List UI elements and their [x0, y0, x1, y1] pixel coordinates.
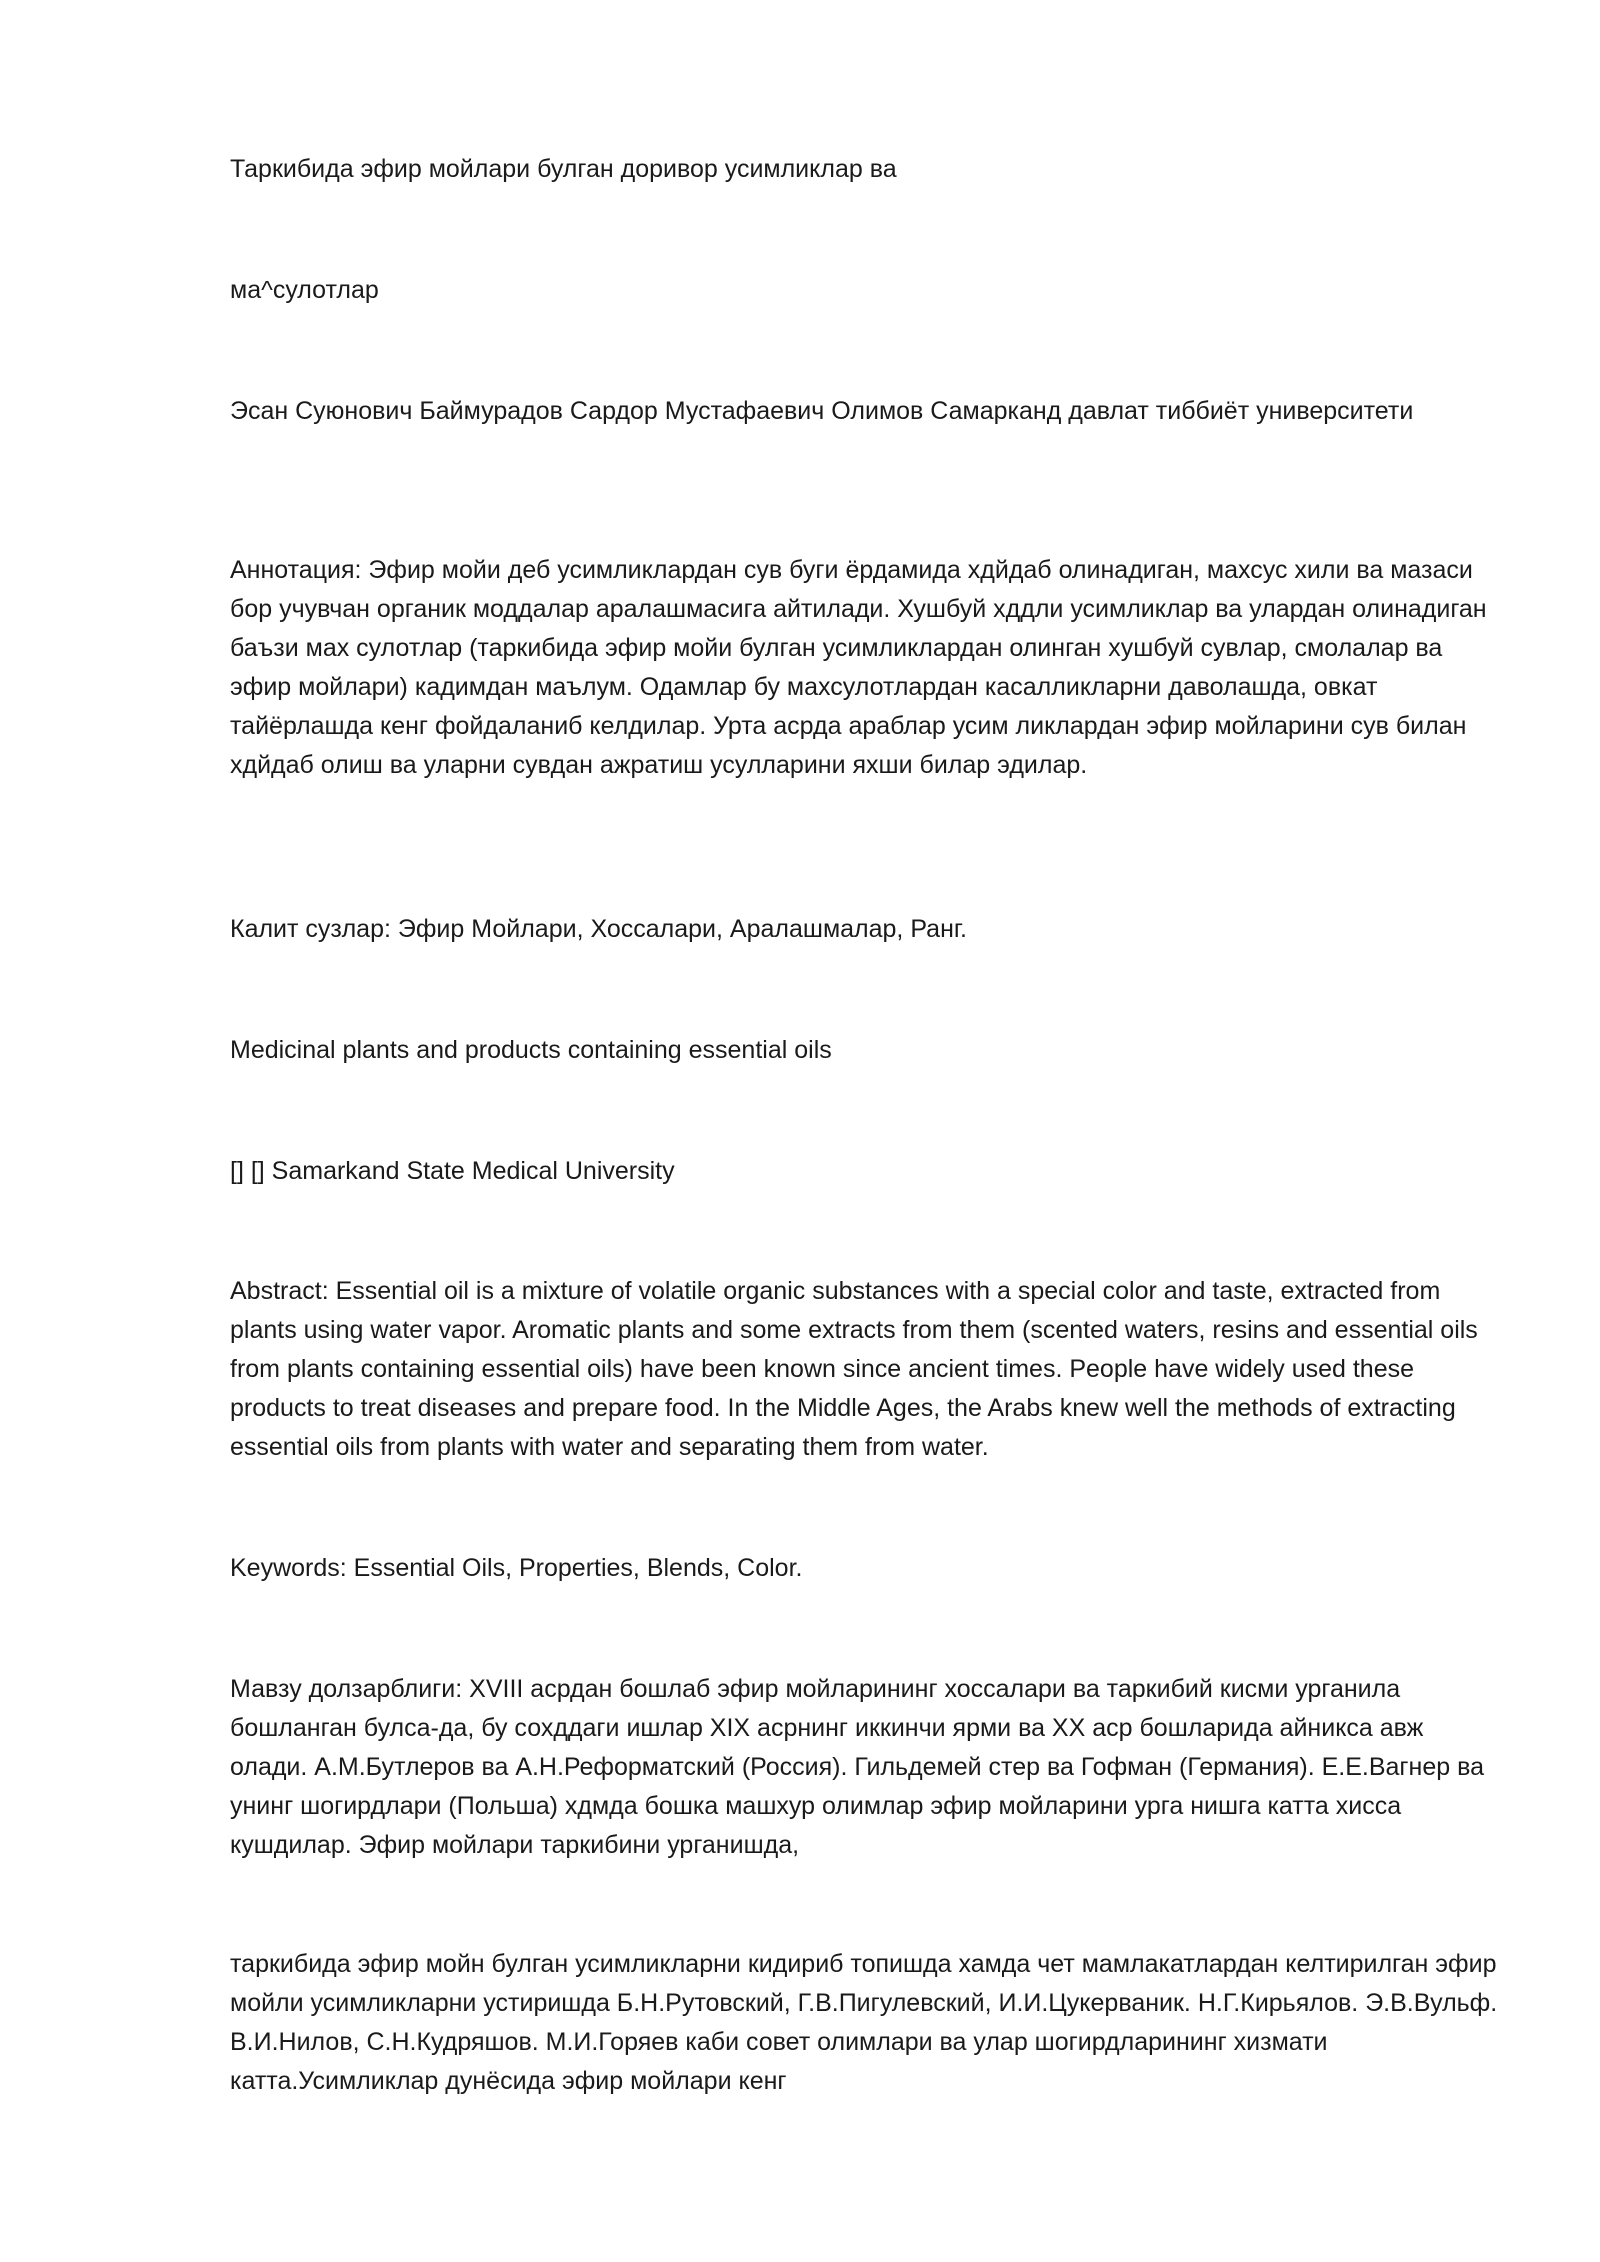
authors-uz: Эсан Суюнович Баймурадов Сардор Мустафаевич Олимов Самарканд давлат тиббиёт университети — [230, 397, 1414, 425]
title-line-1: Таркибида эфир мойлари булган доривор усимликлар ва — [230, 155, 897, 183]
annotation-uz: Аннотация: Эфир мойи деб усимликлардан сув буги ёрдамида хдйдаб олинадиган, махсус хили ва мазаси бор учувчан органик моддалар аралашмасига айтилади. Хушбуй хддли усимликлар ва улардан олинадиган баъзи мах сулотлар (таркибида эфир мойи булган усимликлардан олинган хушбуй сувлар, смолалар ва эфир мойлари) кадимдан маълум. Одамлар бу махсулотлардан касалликларни даволашда, овкат тайёрлашда кенг фойдаланиб келдилар. Урта асрда араблар усим ликлардан эфир мойларини сув билан хдйдаб олиш ва уларни сувдан ажратиш усулларини яхши билар эдилар. — [230, 556, 1487, 779]
keywords-en: Keywords: Essential Oils, Properties, Blends, Color. — [230, 1554, 803, 1582]
continuation-uz: таркибида эфир мойн булган усимликларни кидириб топишда хамда чет мамлакатлардан келтирилган эфир мойли усимликларни устиришда Б.Н.Рутовский, Г.В.Пигулевский, И.И.Цукерваник. Н.Г.Кирьялов. Э.В.Вульф. В.И.Нилов, С.Н.Кудряшов. М.И.Горяев каби совет олимлари ва улар шогирдларининг хизмати катта.Усимликлар дунёсида эфир мойлари кенг — [230, 1950, 1498, 2095]
keywords-uz: Калит сузлар: Эфир Мойлари, Хоссалари, Аралашмалар, Ранг. — [230, 915, 967, 943]
title-en: Medicinal plants and products containing essential oils — [230, 1036, 832, 1064]
abstract-en: Abstract: Essential oil is a mixture of volatile organic substances with a special color and taste, extracted from plants using water vapor. Aromatic plants and some extracts from them (scented waters, resins and essential oils from plants containing essential oils) have been known since ancient times. People have widely used these products to treat diseases and prepare food. In the Middle Ages, the Arabs knew well the methods of extracting essential oils from plants with water and separating them from water. — [230, 1277, 1478, 1461]
title-line-2: ма^сулотлар — [230, 276, 379, 304]
relevance-uz: Мавзу долзарблиги: XVIII асрдан бошлаб эфир мойларининг хоссалари ва таркибий кисми урганила бошланган булса-да, бу сохддаги ишлар XIX асрнинг иккинчи ярми ва XX аср бошларида айникса авж олади. А.М.Бутлеров ва А.Н.Реформатский (Россия). Гильдемей стер ва Гофман (Германия). Е.Е.Вагнер ва унинг шогирдлари (Польша) хдмда бошка машхур олимлар эфир мойларини урга нишга катта хисса кушдилар. Эфир мойлари таркибини урганишда, — [230, 1675, 1485, 1859]
authors-en: [] [] Samarkand State Medical University — [230, 1157, 675, 1185]
